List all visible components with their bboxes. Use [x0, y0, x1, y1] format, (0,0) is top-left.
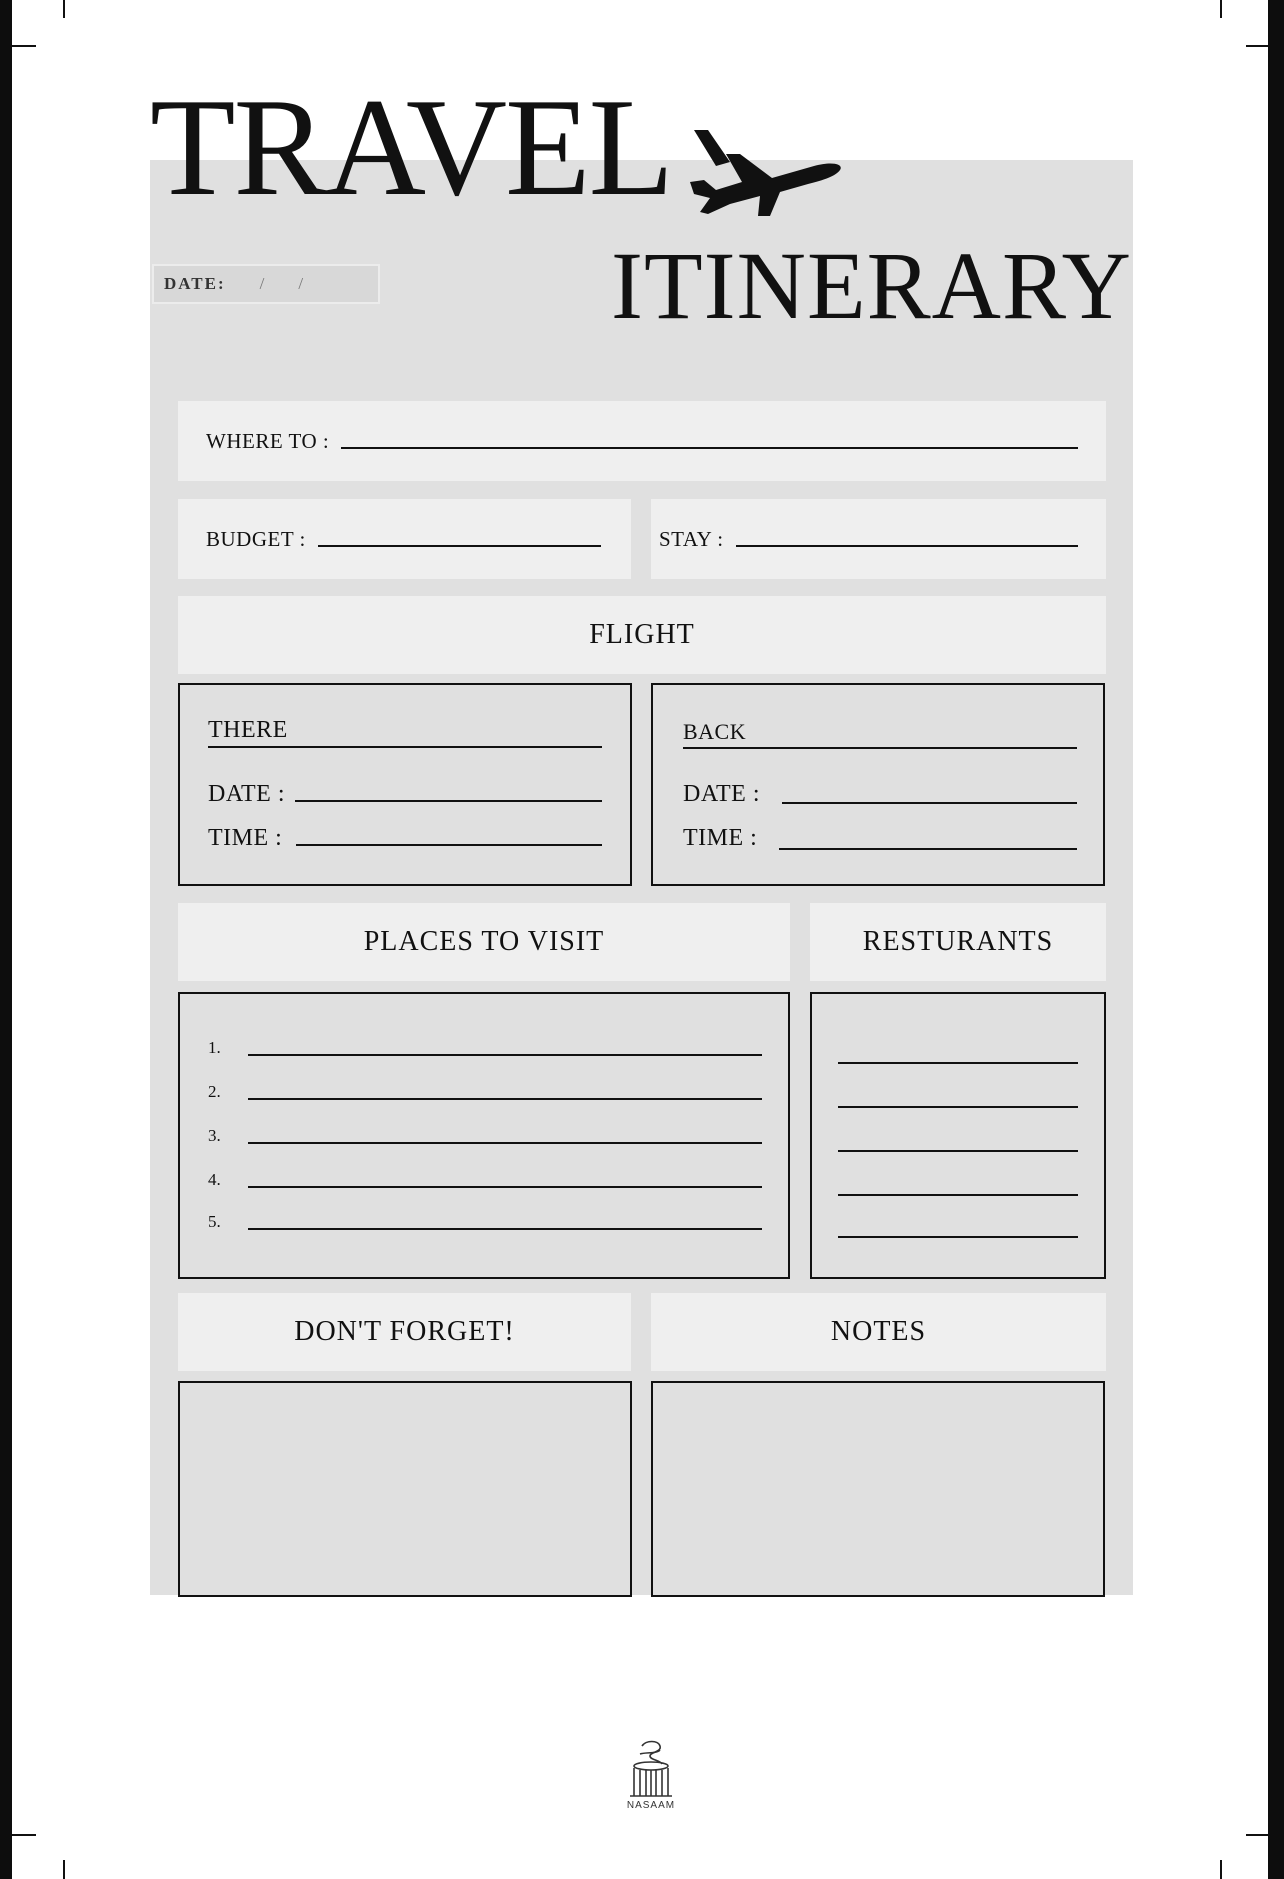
flight-back-date-label: DATE :: [683, 781, 760, 807]
date-label: DATE:: [164, 274, 226, 293]
flight-there-time[interactable]: [208, 825, 602, 852]
stay-label: STAY :: [659, 526, 724, 551]
flight-back-heading: BACK: [683, 719, 1077, 749]
date-separator: /: [259, 274, 265, 293]
flight-there-date-line[interactable]: [295, 800, 602, 802]
flight-back-box: [651, 683, 1105, 886]
places-item[interactable]: [208, 1126, 762, 1146]
crop-mark: [12, 1834, 36, 1836]
restaurants-heading: RESTURANTS: [810, 903, 1106, 981]
restaurant-line[interactable]: [838, 1150, 1078, 1152]
flight-there-time-line[interactable]: [296, 844, 602, 846]
places-item-line[interactable]: [248, 1098, 762, 1100]
crop-mark: [1246, 1834, 1268, 1836]
places-item-number: 1.: [208, 1038, 221, 1057]
dont-forget-box[interactable]: [178, 1381, 632, 1597]
flight-back-time[interactable]: [683, 825, 1077, 852]
crop-mark: [1246, 45, 1268, 47]
title-itinerary: ITINERARY: [611, 232, 1132, 339]
stay-field[interactable]: [651, 499, 1106, 579]
places-item[interactable]: [208, 1212, 762, 1232]
where-to-field[interactable]: [178, 401, 1106, 481]
where-to-label: WHERE TO :: [206, 428, 330, 453]
places-item-line[interactable]: [248, 1054, 762, 1056]
date-field[interactable]: [152, 264, 380, 304]
restaurant-line[interactable]: [838, 1194, 1078, 1196]
places-item-line[interactable]: [248, 1228, 762, 1230]
stay-line[interactable]: [736, 545, 1078, 547]
crop-mark: [1220, 1860, 1222, 1879]
restaurants-box: [810, 992, 1106, 1279]
places-item[interactable]: [208, 1082, 762, 1102]
flight-back-date[interactable]: [683, 781, 1077, 808]
places-item-number: 2.: [208, 1082, 221, 1101]
flight-back-date-line[interactable]: [782, 802, 1077, 804]
places-box: [178, 992, 790, 1279]
places-item[interactable]: [208, 1038, 762, 1058]
date-separator: /: [298, 274, 304, 293]
places-item-number: 3.: [208, 1126, 221, 1145]
budget-field[interactable]: [178, 499, 631, 579]
flight-back-time-line[interactable]: [779, 848, 1077, 850]
places-heading: PLACES TO VISIT: [178, 903, 790, 981]
places-item-line[interactable]: [248, 1186, 762, 1188]
notes-heading: NOTES: [651, 1293, 1106, 1371]
crop-mark: [1220, 0, 1222, 18]
dont-forget-heading: DON'T FORGET!: [178, 1293, 631, 1371]
restaurant-line[interactable]: [838, 1062, 1078, 1064]
where-to-line[interactable]: [341, 447, 1078, 449]
flight-there-box: [178, 683, 632, 886]
flight-there-date-label: DATE :: [208, 781, 285, 807]
logo-text: NASAAM: [626, 1800, 676, 1811]
places-item-number: 5.: [208, 1212, 221, 1231]
places-item-line[interactable]: [248, 1142, 762, 1144]
restaurant-line[interactable]: [838, 1106, 1078, 1108]
crop-mark: [12, 45, 36, 47]
flight-there-heading: THERE: [208, 717, 602, 748]
flight-heading: FLIGHT: [178, 596, 1106, 674]
restaurant-line[interactable]: [838, 1236, 1078, 1238]
flight-there-date[interactable]: [208, 781, 602, 808]
flight-back-time-label: TIME :: [683, 825, 758, 851]
places-item[interactable]: [208, 1170, 762, 1190]
notes-box[interactable]: [651, 1381, 1105, 1597]
budget-line[interactable]: [318, 545, 601, 547]
flight-there-time-label: TIME :: [208, 825, 283, 851]
places-item-number: 4.: [208, 1170, 221, 1189]
budget-label: BUDGET :: [206, 526, 306, 551]
title-travel: TRAVEL: [150, 70, 673, 225]
crop-mark: [63, 1860, 65, 1879]
airplane-icon: [686, 124, 842, 216]
crop-mark: [63, 0, 65, 18]
